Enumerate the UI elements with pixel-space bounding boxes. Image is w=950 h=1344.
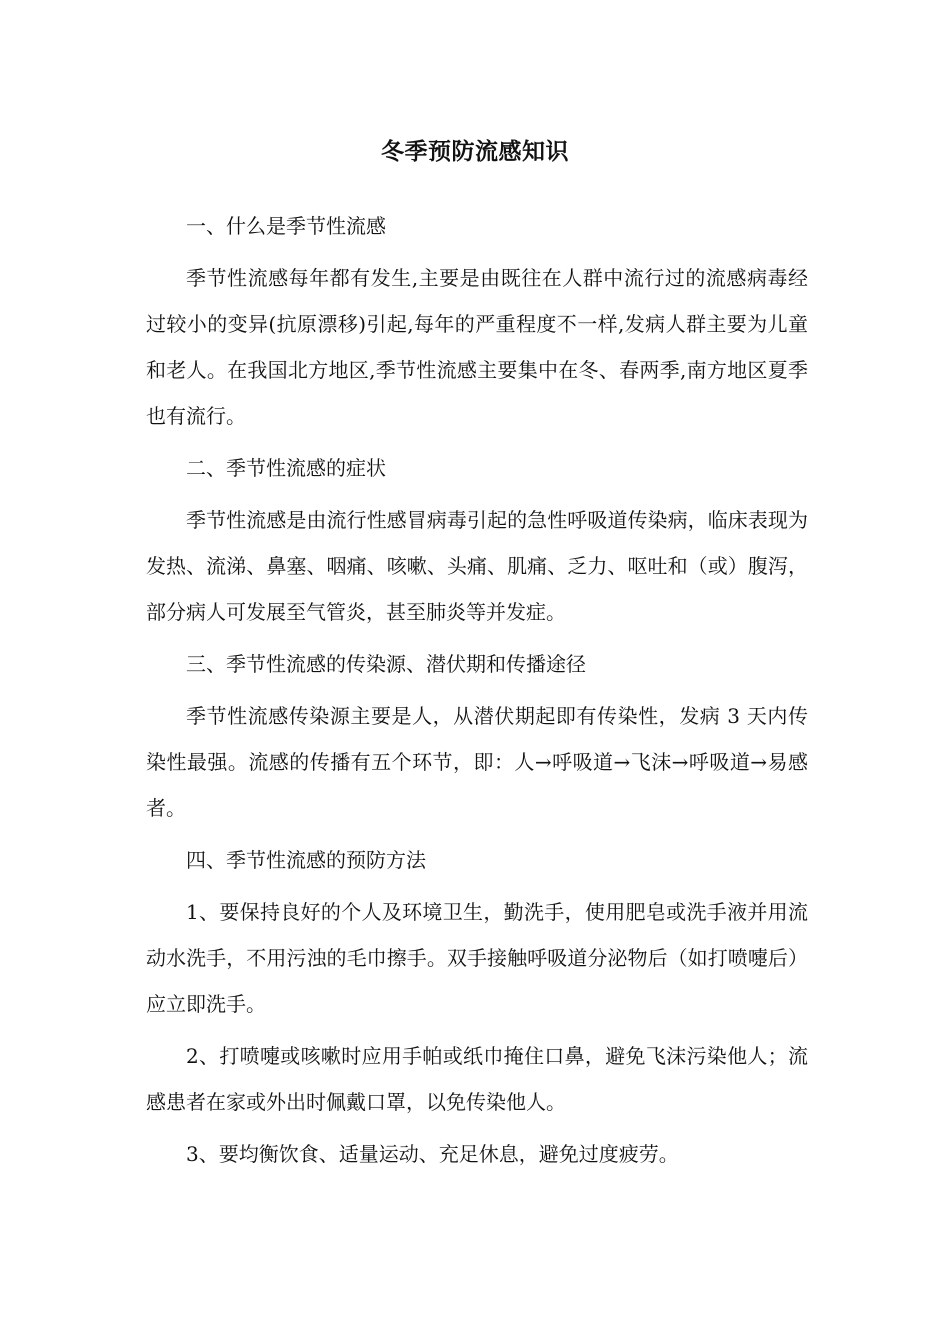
section-paragraph-3: 季节性流感传染源主要是人，从潜伏期起即有传染性，发病 3 天内传染性最强。流感的传播有五个环节，即：人→呼吸道→飞沫→呼吸道→易感者。	[146, 704, 808, 820]
document-title: 冬季预防流感知识	[381, 138, 569, 165]
section-paragraph-1: 季节性流感每年都有发生,主要是由既往在人群中流行过的流感病毒经过较小的变异(抗原漂移)引起,每年的严重程度不一样,发病人群主要为儿童和老人。在我国北方地区,季节性流感主要集中在冬、春两季,南方地区夏季也有流行。	[146, 266, 808, 428]
section-heading-2: 二、季节性流感的症状	[186, 456, 386, 480]
section-heading-1: 一、什么是季节性流感	[186, 214, 386, 238]
prevention-item-2: 2、打喷嚏或咳嗽时应用手帕或纸巾掩住口鼻，避免飞沫污染他人；流感患者在家或外出时佩戴口罩，以免传染他人。	[146, 1044, 808, 1114]
section-paragraph-2: 季节性流感是由流行性感冒病毒引起的急性呼吸道传染病，临床表现为发热、流涕、鼻塞、咽痛、咳嗽、头痛、肌痛、乏力、呕吐和（或）腹泻，部分病人可发展至气管炎，甚至肺炎等并发症。	[146, 508, 808, 624]
document-body	[146, 203, 808, 1183]
section-heading-3: 三、季节性流感的传染源、潜伏期和传播途径	[186, 652, 586, 676]
prevention-item-1: 1、要保持良好的个人及环境卫生，勤洗手，使用肥皂或洗手液并用流动水洗手，不用污浊的毛巾擦手。双手接触呼吸道分泌物后（如打喷嚏后）应立即洗手。	[146, 900, 808, 1016]
section-heading-4: 四、季节性流感的预防方法	[186, 848, 426, 872]
prevention-item-3: 3、要均衡饮食、适量运动、充足休息，避免过度疲劳。	[186, 1142, 679, 1166]
